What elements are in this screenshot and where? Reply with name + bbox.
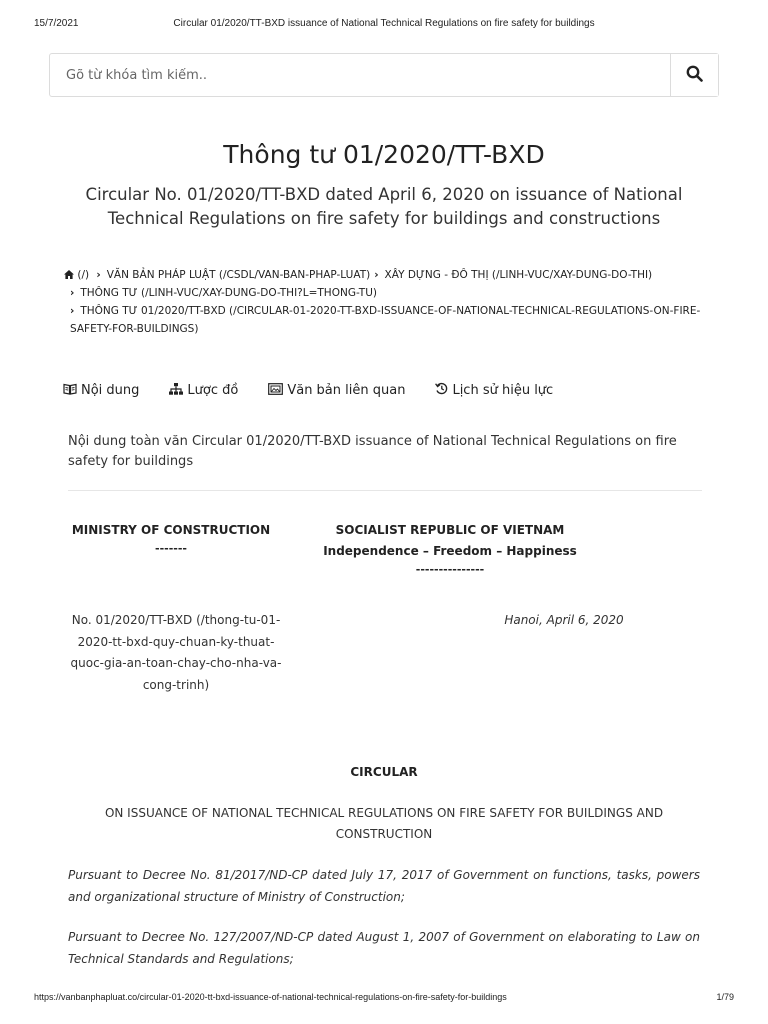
image-frame-icon [268, 383, 287, 399]
ministry-dashes: ------- [155, 542, 187, 555]
chevron-right-icon: › [374, 269, 379, 281]
tab-related-documents[interactable] [268, 382, 405, 399]
fulltext-heading: Nội dung toàn văn Circular 01/2020/TT-BXD issuance of National Technical Regulations on fire safety for buildings [68, 434, 677, 469]
breadcrumb-item-current[interactable]: THÔNG TƯ 01/2020/TT-BXD (/CIRCULAR-01-2020-TT-BXD-ISSUANCE-OF-NATIONAL-TECHNICAL-REGULATIONS-ON-FIRE-SAFETY-FOR-BUILDINGS) [70, 305, 701, 335]
tab-content[interactable] [63, 382, 139, 399]
breadcrumb-home[interactable] [64, 269, 92, 281]
chevron-right-icon: › [96, 269, 101, 281]
search-bar [49, 53, 719, 97]
home-icon [64, 269, 77, 281]
chevron-right-icon: › [70, 305, 75, 317]
print-page-number: 1/79 [716, 992, 734, 1002]
search-button[interactable] [670, 54, 718, 96]
print-url: https://vanbanphapluat.co/circular-01-2020-tt-bxd-issuance-of-national-technical-regulations-on-fire-safety-for-buildings [34, 992, 507, 1002]
sitemap-icon [169, 383, 187, 399]
document-tabs [63, 382, 583, 399]
page-subtitle: Circular No. 01/2020/TT-BXD dated April 6, 2020 on issuance of National Technical Regulations on fire safety for buildings and constructions [85, 185, 683, 228]
print-title: Circular 01/2020/TT-BXD issuance of National Technical Regulations on fire safety for buildings [173, 18, 595, 29]
document-national-heading [320, 520, 580, 578]
republic-name: SOCIALIST REPUBLIC OF VIETNAM [335, 523, 565, 537]
breadcrumb [64, 266, 708, 338]
print-date: 15/7/2021 [34, 18, 79, 29]
tab-diagram-label: Lược đồ [187, 383, 239, 398]
tab-diagram[interactable] [169, 382, 238, 399]
history-icon [435, 382, 452, 399]
national-motto: Independence – Freedom – Happiness [323, 544, 577, 558]
breadcrumb-item-construction[interactable]: XÂY DỰNG - ĐÔ THỊ (/LINH-VUC/XAY-DUNG-DO-THI) [384, 269, 653, 281]
ministry-name: MINISTRY OF CONSTRUCTION [71, 523, 271, 537]
chevron-right-icon: › [70, 287, 75, 299]
search-input[interactable] [50, 54, 670, 96]
document-number-link[interactable]: No. 01/2020/TT-BXD (/thong-tu-01-2020-tt-bxd-quy-chuan-ky-thuat-quoc-gia-an-toan-chay-cho-nha-va-cong-trinh) [70, 613, 282, 692]
preamble-paragraph: Pursuant to Decree No. 81/2017/ND-CP dated July 17, 2017 of Government on functions, tasks, powers and organizational structure of Ministry of Construction; [68, 868, 700, 904]
page-title: Thông tư 01/2020/TT-BXD [223, 140, 545, 169]
document-place-date: Hanoi, April 6, 2020 [504, 613, 624, 627]
tab-effect-history-label: Lịch sử hiệu lực [452, 383, 554, 398]
motto-dashes: --------------- [415, 563, 485, 576]
divider [68, 490, 702, 491]
book-icon [63, 383, 81, 399]
breadcrumb-item-circulars[interactable]: THÔNG TƯ (/LINH-VUC/XAY-DUNG-DO-THI?L=THONG-TU) [80, 287, 377, 299]
document-issuer [70, 520, 272, 557]
breadcrumb-home-label: (/) [77, 269, 90, 281]
preamble-paragraph: Pursuant to Decree No. 127/2007/ND-CP dated August 1, 2007 of Government on elaborating to Law on Technical Standards and Regulations; [68, 930, 700, 966]
tab-effect-history[interactable] [435, 382, 553, 399]
circular-label: CIRCULAR [350, 765, 418, 779]
search-icon [686, 65, 703, 85]
breadcrumb-item-legal-documents[interactable]: VĂN BẢN PHÁP LUẬT (/CSDL/VAN-BAN-PHAP-LUAT) [106, 269, 371, 281]
tab-related-documents-label: Văn bản liên quan [287, 383, 406, 398]
tab-content-label: Nội dung [81, 383, 140, 398]
circular-subject: ON ISSUANCE OF NATIONAL TECHNICAL REGULATIONS ON FIRE SAFETY FOR BUILDINGS AND CONSTRUCTION [104, 806, 664, 841]
